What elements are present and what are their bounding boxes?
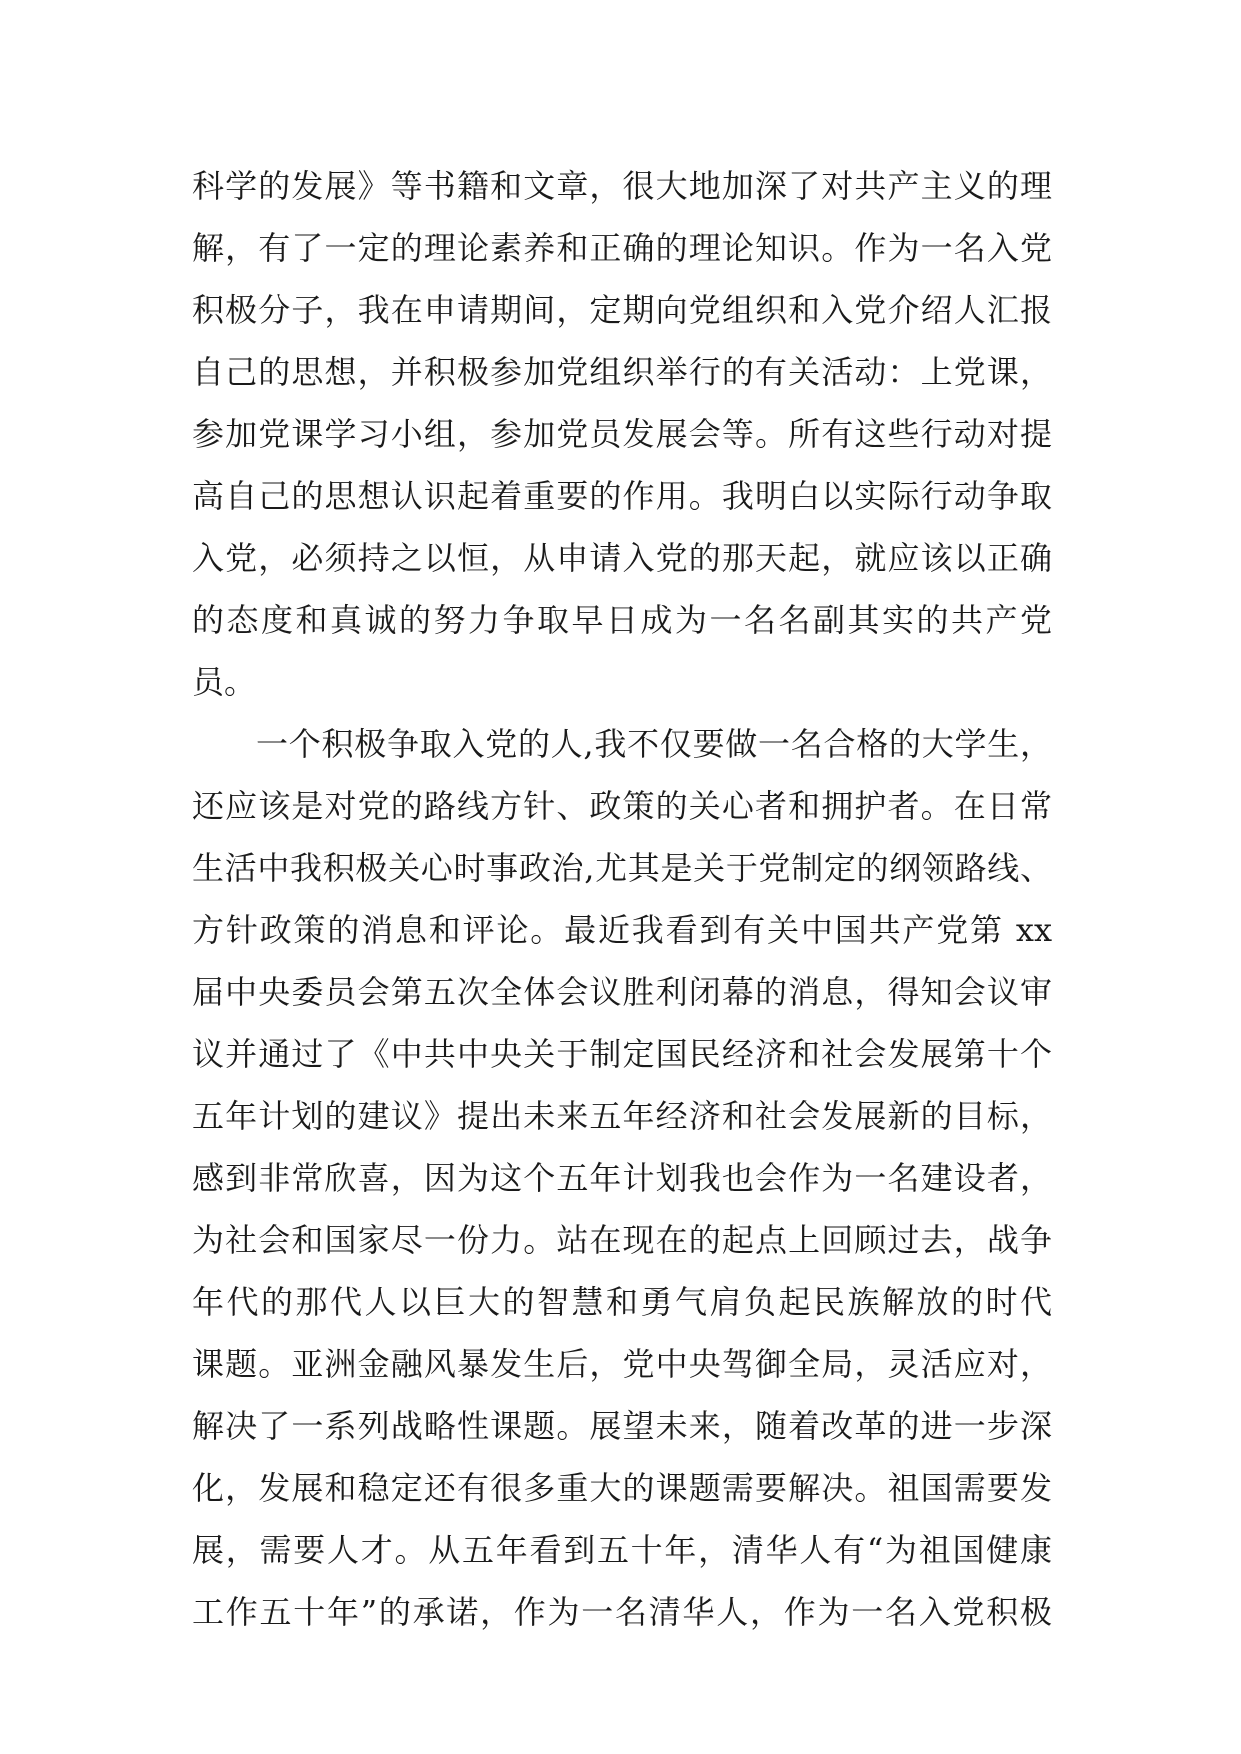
text-line: 工作五十年”的承诺，作为一名清华人，作为一名入党积极: [192, 1593, 1052, 1631]
text-line: 议并通过了《中共中央关于制定国民经济和社会发展第十个: [192, 1035, 1052, 1073]
text-line: 五年计划的建议》提出未来五年经济和社会发展新的目标，: [192, 1097, 1052, 1135]
text-line: 化，发展和稳定还有很多重大的课题需要解决。祖国需要发: [192, 1469, 1052, 1507]
text-line: 年代的那代人以巨大的智慧和勇气肩负起民族解放的时代: [192, 1283, 1052, 1321]
text-line: 生活中我积极关心时事政治,尤其是关于党制定的纲领路线、: [192, 849, 1052, 887]
text-line: 课题。亚洲金融风暴发生后，党中央驾御全局，灵活应对，: [192, 1345, 1052, 1383]
text-line: 自己的思想，并积极参加党组织举行的有关活动：上党课，: [192, 353, 1052, 391]
text-line: 的态度和真诚的努力争取早日成为一名名副其实的共产党: [192, 601, 1052, 639]
text-line: 解决了一系列战略性课题。展望未来，随着改革的进一步深: [192, 1407, 1052, 1445]
paragraph-end-line: 员。: [192, 663, 257, 701]
text-line: 参加党课学习小组，参加党员发展会等。所有这些行动对提: [192, 415, 1052, 453]
text-line: 展，需要人才。从五年看到五十年，清华人有“为祖国健康: [192, 1531, 1052, 1569]
paragraph-start-line: 一个积极争取入党的人,我不仅要做一名合格的大学生，: [256, 725, 1052, 763]
text-line: 为社会和国家尽一份力。站在现在的起点上回顾过去，战争: [192, 1221, 1052, 1259]
text-line: 届中央委员会第五次全体会议胜利闭幕的消息，得知会议审: [192, 973, 1052, 1011]
text-line: 科学的发展》等书籍和文章，很大地加深了对共产主义的理: [192, 167, 1052, 205]
text-line: 高自己的思想认识起着重要的作用。我明白以实际行动争取: [192, 477, 1052, 515]
text-line: 方针政策的消息和评论。最近我看到有关中国共产党第 xx: [192, 911, 1052, 949]
text-line: 感到非常欣喜，因为这个五年计划我也会作为一名建设者，: [192, 1159, 1052, 1197]
text-line: 解，有了一定的理论素养和正确的理论知识。作为一名入党: [192, 229, 1052, 267]
text-line: 还应该是对党的路线方针、政策的关心者和拥护者。在日常: [192, 787, 1052, 825]
text-line: 积极分子，我在申请期间，定期向党组织和入党介绍人汇报: [192, 291, 1052, 329]
body-text: [192, 155, 1052, 1643]
text-line: 入党，必须持之以恒，从申请入党的那天起，就应该以正确: [192, 539, 1052, 577]
